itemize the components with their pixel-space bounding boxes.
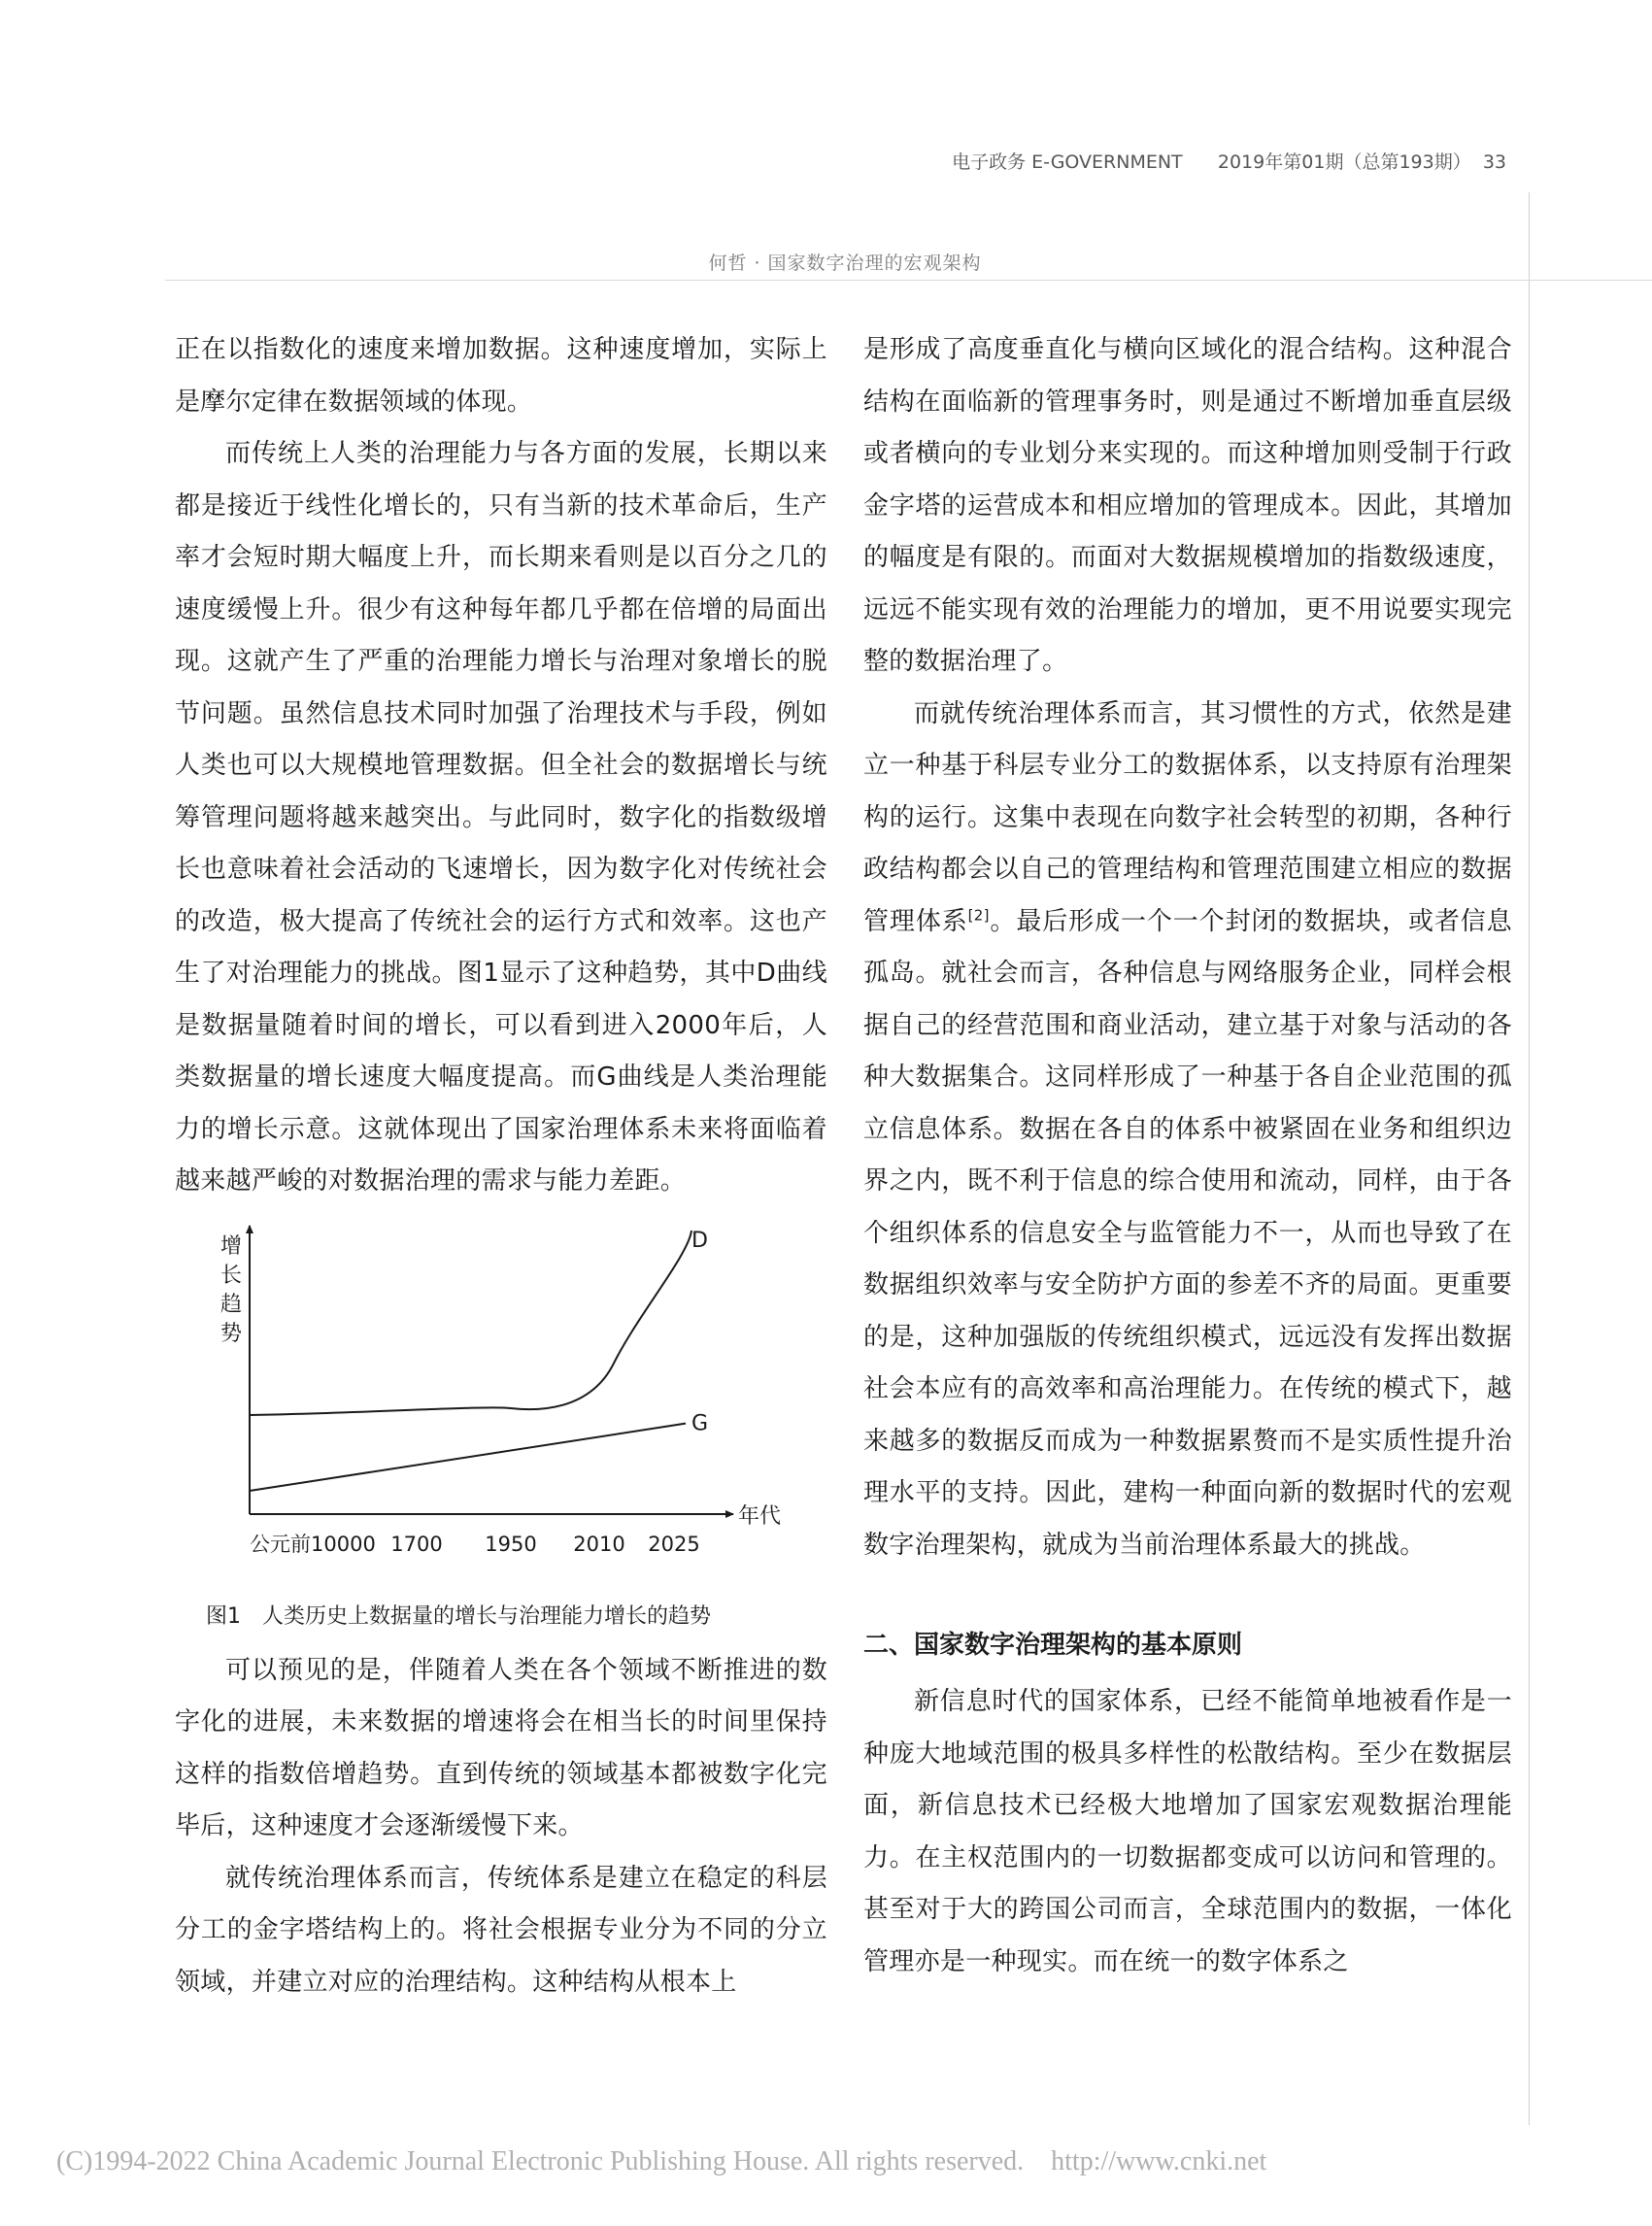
x-tick-label: 公元前10000 xyxy=(250,1532,376,1556)
y-axis-label: 增长趋势 xyxy=(220,1233,243,1346)
paragraph: 而传统上人类的治理能力与各方面的发展，长期以来都是接近于线性化增长的，只有当新的技术革命后，生产率才会短时期大幅度上升，而长期来看则是以百分之几的速度缓慢上升。很少有这种每年都几乎都在倍增的局面出现。这就产生了严重的治理能力增长与治理对象增长的脱节问题。虽然信息技术同时加强了治理技术与手段，例如人类也可以大规模地管理数据。但全社会的数据增长与统筹管理问题将越来越突出。与此同时，数字化的指数级增长也意味着社会活动的飞速增长，因为数字化对传统社会的改造，极大提高了传统社会的运行方式和效率。这也产生了对治理能力的挑战。图1显示了这种趋势，其中D曲线是数据量随着时间的增长，可以看到进入2000年后，人类数据量的增长速度大幅度提高。而G曲线是人类治理能力的增长示意。这就体现出了国家治理体系未来将面临着越来越严峻的对数据治理的需求与能力差距。 xyxy=(175,439,827,1196)
issue-info: 2019年第01期（总第193期） xyxy=(1217,152,1471,173)
paragraph-text: 。最后形成一个一个封闭的数据块，或者信息孤岛。就社会而言，各种信息与网络服务企业，同样会根据自己的经营范围和商业活动，建立基于对象与活动的各种大数据集合。这同样形成了一种基于各自企业范围的孤立信息体系。数据在各自的体系中被紧固在业务和组织边界之内，既不利于信息的综合使用和流动，同样，由于各个组织体系的信息安全与监管能力不一，从而也导致了在数据组织效率与安全防护方面的参差不齐的局面。更重要的是，这种加强版的传统组织模式，远远没有发挥出数据社会本应有的高效率和高治理能力。在传统的模式下，越来越多的数据反而成为一种数据累赘而不是实质性提升治理水平的支持。因此，建构一种面向新的数据时代的宏观数字治理架构，就成为当前治理体系最大的挑战。 xyxy=(863,906,1512,1560)
header-rule xyxy=(165,280,1652,281)
series-line-G xyxy=(250,1423,686,1490)
trend-chart xyxy=(175,1218,827,1645)
series-line-D xyxy=(250,1231,691,1415)
journal-header xyxy=(952,148,1506,174)
copyright-footer xyxy=(56,2146,1266,2177)
paragraph: 可以预见的是，伴随着人类在各个领域不断推进的数字化的进展，未来数据的增速将会在相当长的时间里保持这样的指数倍增趋势。直到传统的领域基本都被数字化完毕后，这种速度才会逐渐缓慢下来。 xyxy=(175,1655,827,1840)
paragraph xyxy=(863,689,1512,1572)
page-number: 33 xyxy=(1482,152,1506,173)
figure-1 xyxy=(175,1218,827,1645)
right-column xyxy=(863,324,1512,1988)
left-column xyxy=(175,324,827,2008)
series-label-G: G xyxy=(691,1411,709,1436)
copyright-text: (C)1994-2022 China Academic Journal Electronic Publishing House. All rights reserved. xyxy=(56,2146,1025,2176)
x-tick-label: 1950 xyxy=(485,1532,537,1556)
x-axis-label: 年代 xyxy=(738,1503,782,1529)
column-rule xyxy=(1529,192,1530,2125)
x-tick-label: 2010 xyxy=(573,1532,625,1556)
x-tick-label: 1700 xyxy=(390,1532,443,1556)
paragraph: 正在以指数化的速度来增加数据。这种速度增加，实际上是摩尔定律在数据领域的体现。 xyxy=(175,335,827,417)
citation-ref: [2] xyxy=(967,905,990,924)
running-title: 何哲 · 国家数字治理的宏观架构 xyxy=(708,253,982,274)
x-tick-labels xyxy=(250,1533,700,1556)
paragraph-text: 而就传统治理体系而言，其习惯性的方式，依然是建立一种基于科层专业分工的数据体系，以支持原有治理架构的运行。这集中表现在向数字社会转型的初期，各种行政结构都会以自己的管理结构和管理范围建立相应的数据管理体系 xyxy=(863,698,1512,936)
figure-caption: 图1 人类历史上数据量的增长与治理能力增长的趋势 xyxy=(206,1603,711,1629)
paragraph: 是形成了高度垂直化与横向区域化的混合结构。这种混合结构在面临新的管理事务时，则是通过不断增加垂直层级或者横向的专业划分来实现的。而这种增加则受制于行政金字塔的运营成本和相应增加的管理成本。因此，其增加的幅度是有限的。而面对大数据规模增加的指数级速度，远远不能实现有效的治理能力的增加，更不用说要实现完整的数据治理了。 xyxy=(863,335,1512,676)
x-tick-label: 2025 xyxy=(648,1532,700,1556)
footer-url: http://www.cnki.net xyxy=(1051,2146,1267,2176)
paragraph: 新信息时代的国家体系，已经不能简单地被看作是一种庞大地域范围的极具多样性的松散结构。至少在数据层面，新信息技术已经极大地增加了国家宏观数据治理能力。在主权范围内的一切数据都变成可以访问和管理的。甚至对于大的跨国公司而言，全球范围内的数据，一体化管理亦是一种现实。而在统一的数字体系之 xyxy=(863,1687,1512,1976)
section-heading: 二、国家数字治理架构的基本原则 xyxy=(863,1631,1243,1660)
series-lines xyxy=(250,1229,708,1491)
journal-name: 电子政务 E-GOVERNMENT xyxy=(952,152,1183,173)
series-label-D: D xyxy=(691,1228,708,1253)
paragraph: 就传统治理体系而言，传统体系是建立在稳定的科层分工的金字塔结构上的。将社会根据专业分为不同的分立领域，并建立对应的治理结构。这种结构从根本上 xyxy=(175,1863,827,1997)
